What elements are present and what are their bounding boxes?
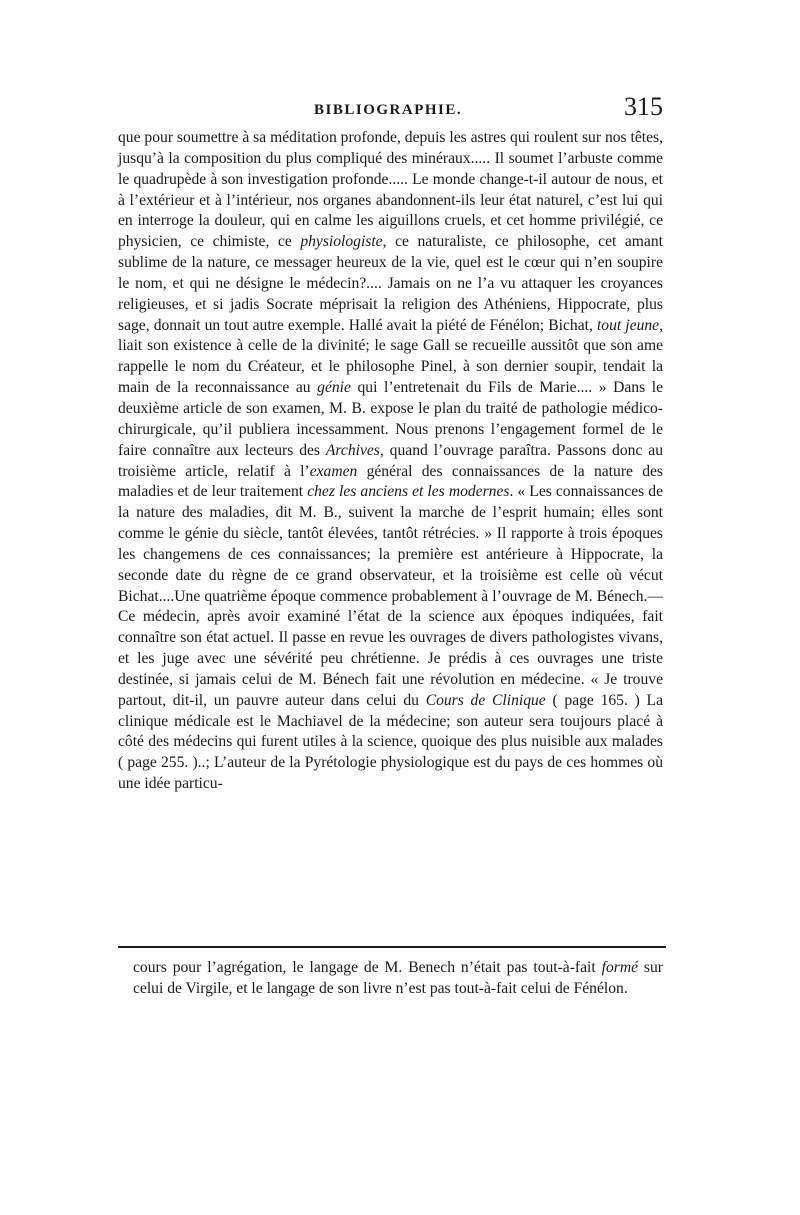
text-segment: que pour soumettre à sa méditation profonde, depuis les astres qui roulent sur nos têtes, jusqu’à la composition du plus compliqué des minéraux..... Il soumet l’arbuste comme le quadrupède à son investigation profonde..... Le monde change-t-il autour de nous, et à l’extérieur et à l’intérieur, nos organes abandonnent-ils leur état naturel, c’est lui qui en interroge la douleur, qui en calme les aiguillons cruels, et cet homme privilégié, ce physicien, ce chimiste, ce xyxy=(118,129,663,251)
page-number: 315 xyxy=(624,92,663,121)
body-paragraph xyxy=(118,128,663,795)
italic-segment: formé xyxy=(601,959,639,976)
italic-segment: examen xyxy=(309,462,358,480)
italic-segment: chez les anciens et les modernes xyxy=(307,483,510,501)
text-segment: . « Les connaissances de la nature des maladies, dit M. B., suivent la marche de l’esprit humain; elles sont comme le génie du siècle, tantôt élevées, tantôt rétrécies. » Il rapporte à trois époques les changemens de ces connaissances; la première est antérieure à Hippocrate, la seconde date du règne de ce grand observateur, et la troisième est celle où vécut Bichat....Une quatrième époque commence probablement à l’ouvrage de M. Bénech.—Ce médecin, après avoir examiné l’état de la science aux époques indiquées, fait connaître son état actuel. Il passe en revue les ouvrages de divers pathologistes vivans, et les juge avec une sévérité peu chrétienne. Je prédis à ces ouvrages une triste destinée, si jamais celui de M. Bénech fait une révolution en médecine. « Je trouve partout, dit-il, un pauvre auteur dans celui du xyxy=(118,483,663,709)
text-segment: cours pour l’agrégation, le langage de M. Benech n’était pas tout-à-fait xyxy=(133,959,602,976)
main-text xyxy=(118,128,663,795)
text-segment: , quand l’ouvrage paraîtra. Passons donc au troisième article, relatif à l’ xyxy=(118,441,663,480)
italic-segment: tout jeune xyxy=(596,316,660,334)
text-segment: , liait son existence à celle de la divinité; le sage Gall se recueille aussitôt que son ame rappelle le nom du Créateur, et le philosophe Pinel, à son dernier soupir, tendait la main de la reconnaissance au xyxy=(118,316,663,397)
footnote-divider xyxy=(118,946,666,948)
page-header xyxy=(118,92,663,128)
italic-segment: Cours de Clinique xyxy=(425,691,546,709)
italic-segment: génie xyxy=(317,379,351,397)
text-segment: ( page 165. ) La clinique médicale est le Machiavel de la médecine; son auteur sera toujours placé à côté des médecins qui furent utiles à la science, quoique des plus nuisible aux malades ( page 255. )..; L’auteur de la Pyrétologie physiologique est du pays de ces hommes où une idée particu- xyxy=(118,691,663,793)
running-head: BIBLIOGRAPHIE. xyxy=(314,102,463,118)
italic-segment: physiologiste xyxy=(300,233,383,251)
text-segment: sur celui de Virgile, et le langage de son livre n’est pas tout-à-fait celui de Fénélon. xyxy=(133,959,663,997)
text-segment: qui l’entretenait du Fils de Marie.... » Dans le deuxième article de son examen, M. B. expose le plan du traité de pathologie médico-chirurgicale, qu’il publiera incessamment. Nous prenons l’engagement formel de le faire connaître aux lecteurs des xyxy=(118,379,664,459)
footnote xyxy=(133,958,663,999)
italic-segment: Archives xyxy=(325,441,380,459)
footnote-paragraph xyxy=(133,958,663,999)
text-segment: , ce naturaliste, ce philosophe, cet amant sublime de la nature, ce messager heureux de la vie, quel est le cœur qui n’en soupire le nom, et qui ne désigne le médecin?.... Jamais on ne l’a vu attaquer les croyances religieuses, et si jadis Socrate méprisait la religion des Athéniens, Hippocrate, plus sage, donnait un tout autre exemple. Hallé avait la piété de Fénélon; Bichat, xyxy=(118,233,663,334)
text-segment: général des connaissances de la nature des maladies et de leur traitement xyxy=(118,462,663,501)
